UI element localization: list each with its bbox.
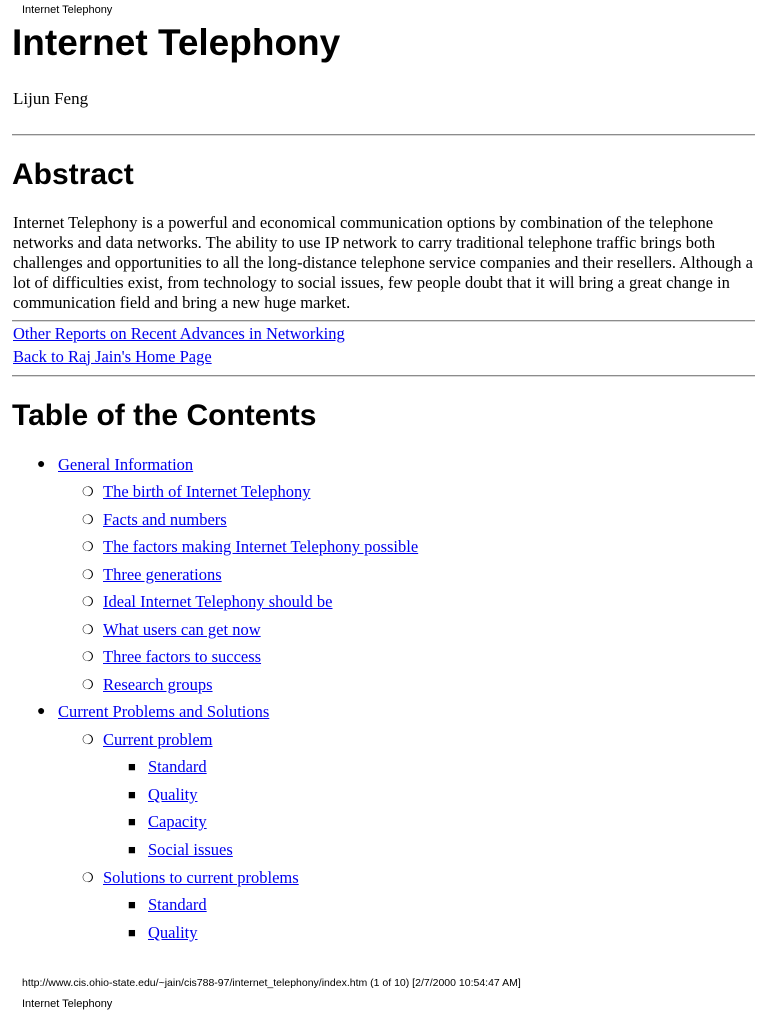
filled-circle-bullet: ● bbox=[37, 457, 46, 472]
toc-link-three-factors[interactable]: Three factors to success bbox=[103, 647, 262, 666]
toc-item-problem-standard bbox=[128, 757, 207, 777]
hollow-circle-bullet: ❍ bbox=[82, 594, 94, 609]
running-head-bottom: Internet Telephony bbox=[22, 998, 113, 1010]
running-head-top: Internet Telephony bbox=[22, 4, 113, 16]
toc-heading: Table of the Contents bbox=[12, 399, 317, 432]
toc-item-birth bbox=[82, 482, 311, 502]
square-bullet: ■ bbox=[128, 759, 136, 774]
toc-item-solutions bbox=[82, 868, 299, 888]
square-bullet: ■ bbox=[128, 925, 136, 940]
toc-item-three-generations bbox=[82, 565, 222, 585]
hollow-circle-bullet: ❍ bbox=[82, 512, 94, 527]
toc-link-research-groups[interactable]: Research groups bbox=[103, 675, 213, 694]
abstract-heading: Abstract bbox=[12, 158, 134, 191]
toc-item-current-problems bbox=[37, 702, 270, 722]
toc-link-current-problems[interactable]: Current Problems and Solutions bbox=[58, 702, 270, 721]
toc-item-factors-possible bbox=[82, 537, 419, 557]
toc-link-solutions[interactable]: Solutions to current problems bbox=[103, 868, 299, 887]
page-title: Internet Telephony bbox=[12, 22, 341, 63]
toc-item-general-information bbox=[37, 455, 194, 475]
hollow-circle-bullet: ❍ bbox=[82, 649, 94, 664]
footer-url: http://www.cis.ohio-state.edu/~jain/cis788-97/internet_telephony/index.htm (1 of 10) [2/7/2000 10:54:47 AM] bbox=[22, 977, 521, 989]
toc-item-problem-quality bbox=[128, 785, 198, 805]
toc-item-problem-social bbox=[128, 840, 233, 860]
hollow-circle-bullet: ❍ bbox=[82, 539, 94, 554]
author-name: Lijun Feng bbox=[13, 89, 89, 108]
hollow-circle-bullet: ❍ bbox=[82, 870, 94, 885]
square-bullet: ■ bbox=[128, 897, 136, 912]
toc-link-problem-capacity[interactable]: Capacity bbox=[148, 812, 207, 831]
hollow-circle-bullet: ❍ bbox=[82, 732, 94, 747]
toc-link-general-information[interactable]: General Information bbox=[58, 455, 194, 474]
hollow-circle-bullet: ❍ bbox=[82, 677, 94, 692]
hollow-circle-bullet: ❍ bbox=[82, 567, 94, 582]
toc-link-three-generations[interactable]: Three generations bbox=[103, 565, 222, 584]
toc-item-solution-standard bbox=[128, 895, 207, 915]
square-bullet: ■ bbox=[128, 842, 136, 857]
toc-link-ideal[interactable]: Ideal Internet Telephony should be bbox=[103, 592, 333, 611]
horizontal-rule bbox=[12, 134, 755, 136]
square-bullet: ■ bbox=[128, 814, 136, 829]
toc-link-problem-quality[interactable]: Quality bbox=[148, 785, 198, 804]
toc-item-research-groups bbox=[82, 675, 213, 695]
toc-item-solution-quality bbox=[128, 923, 198, 943]
toc-link-problem-social[interactable]: Social issues bbox=[148, 840, 233, 859]
toc-item-current-problem bbox=[82, 730, 213, 750]
toc-link-users-now[interactable]: What users can get now bbox=[103, 620, 261, 639]
horizontal-rule bbox=[12, 320, 755, 322]
filled-circle-bullet: ● bbox=[37, 704, 46, 719]
toc-item-problem-capacity bbox=[128, 812, 207, 832]
nav-links bbox=[13, 323, 345, 368]
toc-link-current-problem[interactable]: Current problem bbox=[103, 730, 213, 749]
hollow-circle-bullet: ❍ bbox=[82, 484, 94, 499]
home-page-link[interactable]: Back to Raj Jain's Home Page bbox=[13, 346, 212, 366]
toc-link-solution-quality[interactable]: Quality bbox=[148, 923, 198, 942]
abstract-text: Internet Telephony is a powerful and economical communication options by combination of the telephone networks and data networks. The ability to use IP network to carry traditional telephone traffic brings both challenges and opportunities to all the long-distance telephone service companies and their resellers. Although a lot of difficulties exist, from technology to social issues, few people doubt that it will bring a great change in communication field and bring a new huge market. bbox=[13, 213, 753, 312]
horizontal-rule bbox=[12, 375, 755, 377]
other-reports-link[interactable]: Other Reports on Recent Advances in Networking bbox=[13, 324, 345, 343]
toc-item-users-now bbox=[82, 620, 261, 640]
hollow-circle-bullet: ❍ bbox=[82, 622, 94, 637]
toc-item-ideal bbox=[82, 592, 333, 612]
toc-link-factors-possible[interactable]: The factors making Internet Telephony possible bbox=[103, 537, 419, 556]
square-bullet: ■ bbox=[128, 787, 136, 802]
toc-link-solution-standard[interactable]: Standard bbox=[148, 895, 207, 914]
toc-item-three-factors bbox=[82, 647, 262, 667]
toc-item-facts bbox=[82, 510, 227, 530]
toc-link-problem-standard[interactable]: Standard bbox=[148, 757, 207, 776]
toc-link-facts[interactable]: Facts and numbers bbox=[103, 510, 227, 529]
toc-link-birth[interactable]: The birth of Internet Telephony bbox=[103, 482, 311, 501]
